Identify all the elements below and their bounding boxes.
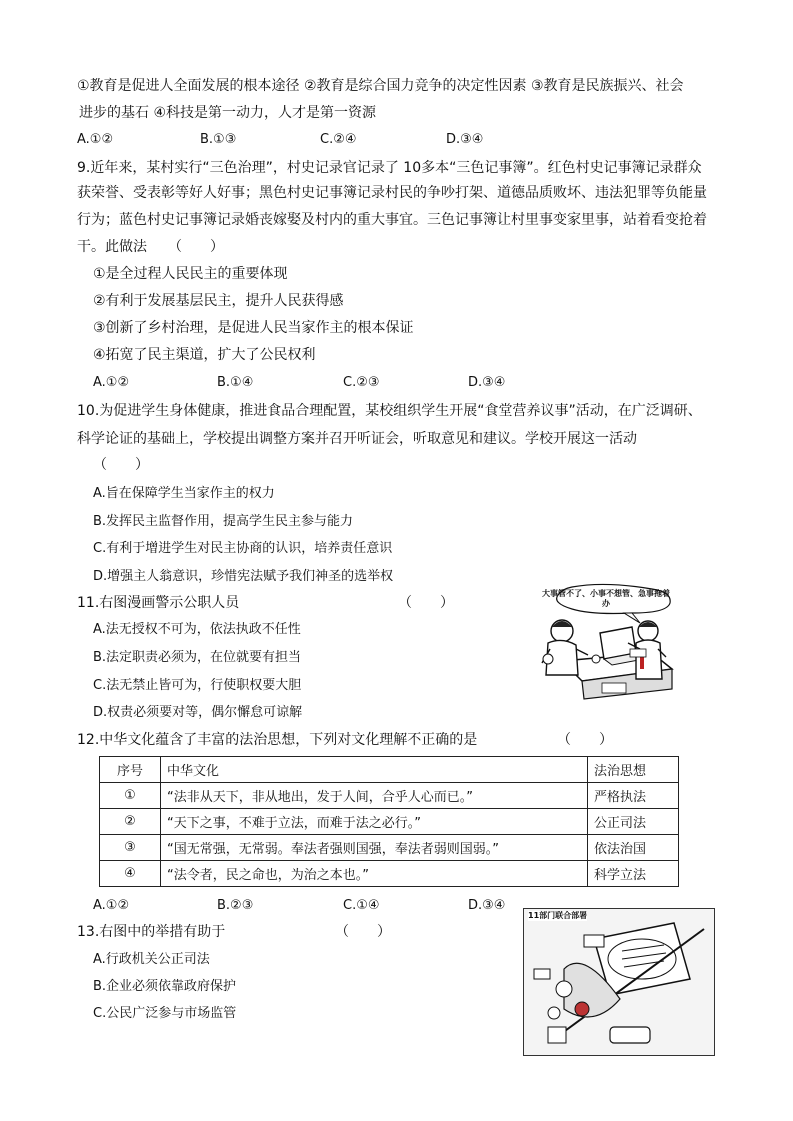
market-regulation-cartoon-illustration	[524, 909, 714, 1055]
q11-stem: 11.右图漫画警示公职人员	[77, 595, 240, 611]
q9-item-3: ③创新了乡村治理，是促进人民当家作主的根本保证	[93, 320, 414, 336]
q11-cartoon-caption: 大事管不了、小事不想管、急事拖着办	[542, 589, 670, 608]
table-row	[100, 861, 679, 887]
table-cell: “国无常强，无常弱。奉法者强则国强，奉法者弱则国弱。”	[161, 835, 588, 861]
q8-option-b: B.①③	[200, 132, 237, 147]
q11-option-b: B.法定职责必须为，在位就要有担当	[93, 650, 302, 665]
table-header-cell: 中华文化	[161, 757, 588, 783]
q12-stem: 12.中华文化蕴含了丰富的法治思想，下列对文化理解不正确的是	[77, 732, 478, 748]
table-cell: ④	[100, 861, 161, 887]
q12-answer-paren: （ ）	[557, 732, 613, 748]
q13-stem: 13.右图中的举措有助于	[77, 924, 226, 940]
q9-option-c: C.②③	[343, 375, 380, 390]
table-cell: ②	[100, 809, 161, 835]
q13-option-c: C.公民广泛参与市场监管	[93, 1006, 237, 1021]
table-header-row	[100, 757, 679, 783]
q8-option-a: A.①②	[77, 132, 114, 147]
q9-line4: 干。此做法 （ ）	[77, 239, 224, 255]
q13-cartoon	[523, 908, 715, 1056]
table-cell: ①	[100, 783, 161, 809]
q13-answer-paren: （ ）	[335, 924, 391, 940]
table-cell: ③	[100, 835, 161, 861]
table-cell: 科学立法	[588, 861, 679, 887]
q8-option-d: D.③④	[446, 132, 484, 147]
q12-option-d: D.③④	[468, 898, 506, 913]
table-header-cell: 序号	[100, 757, 161, 783]
q10-line2: 科学论证的基础上，学校提出调整方案并召开听证会，听取意见和建议。学校开展这一活动	[77, 431, 637, 447]
q11-option-d: D.权责必须要对等，偶尔懈怠可谅解	[93, 705, 303, 720]
table-row	[100, 835, 679, 861]
table-cell: “法令者，民之命也，为治之本也。”	[161, 861, 588, 887]
q10-option-d: D.增强主人翁意识，珍惜宪法赋予我们神圣的选举权	[93, 569, 394, 584]
q9-option-a: A.①②	[93, 375, 130, 390]
q10-line1: 10.为促进学生身体健康，推进食品合理配置，某校组织学生开展“食堂营养议事”活动，在广泛调研、	[77, 403, 702, 419]
table-cell: “法非从天下，非从地出，发于人间，合乎人心而已。”	[161, 783, 588, 809]
q10-option-b: B.发挥民主监督作用，提高学生民主参与能力	[93, 514, 354, 529]
q9-item-2: ②有利于发展基层民主，提升人民获得感	[93, 293, 344, 309]
q11-option-c: C.法无禁止皆可为，行使职权要大胆	[93, 678, 302, 693]
table-row	[100, 809, 679, 835]
table-cell: 严格执法	[588, 783, 679, 809]
q8-stem-line2: 进步的基石 ④科技是第一动力，人才是第一资源	[79, 105, 376, 121]
q9-option-b: B.①④	[217, 375, 254, 390]
q9-item-1: ①是全过程人民民主的重要体现	[93, 266, 288, 282]
q13-cartoon-caption: 11部门联合部署	[528, 911, 588, 920]
q8-option-c: C.②④	[320, 132, 357, 147]
q13-option-b: B.企业必须依靠政府保护	[93, 979, 237, 994]
table-cell: 公正司法	[588, 809, 679, 835]
q8-stem-line1: ①教育是促进人全面发展的根本途径 ②教育是综合国力竞争的决定性因素 ③教育是民族振兴、社会	[77, 78, 684, 94]
q10-line3: （ ）	[93, 457, 149, 473]
q12-option-c: C.①④	[343, 898, 380, 913]
q10-option-a: A.旨在保障学生当家作主的权力	[93, 486, 275, 501]
q11-option-a: A.法无授权不可为，依法执政不任性	[93, 622, 301, 637]
table-cell: 依法治国	[588, 835, 679, 861]
table-row	[100, 783, 679, 809]
q13-option-a: A.行政机关公正司法	[93, 952, 210, 967]
q9-line2: 获荣誉、受表彰等好人好事；黑色村史记事簿记录村民的争吵打架、道德品质败坏、违法犯罪等负能量	[77, 185, 707, 201]
q12-option-a: A.①②	[93, 898, 130, 913]
q12-option-b: B.②③	[217, 898, 254, 913]
q9-line3: 行为；蓝色村史记事簿记录婚丧嫁娶及村内的重大事宜。三色记事簿让村里事变家里事，站着看变抢着	[77, 212, 707, 228]
table-header-cell: 法治思想	[588, 757, 679, 783]
q11-answer-paren: （ ）	[398, 595, 454, 611]
q9-option-d: D.③④	[468, 375, 506, 390]
table-cell: “天下之事，不难于立法，而难于法之必行。”	[161, 809, 588, 835]
q12-culture-table	[99, 756, 679, 887]
q9-item-4: ④拓宽了民主渠道，扩大了公民权利	[93, 347, 316, 363]
q10-option-c: C.有利于增进学生对民主协商的认识，培养责任意识	[93, 541, 393, 556]
q9-line1: 9.近年来，某村实行“三色治理”，村史记录官记录了 10多本“三色记事簿”。红色村史记事簿记录群众	[77, 160, 702, 176]
q11-cartoon	[532, 583, 678, 701]
